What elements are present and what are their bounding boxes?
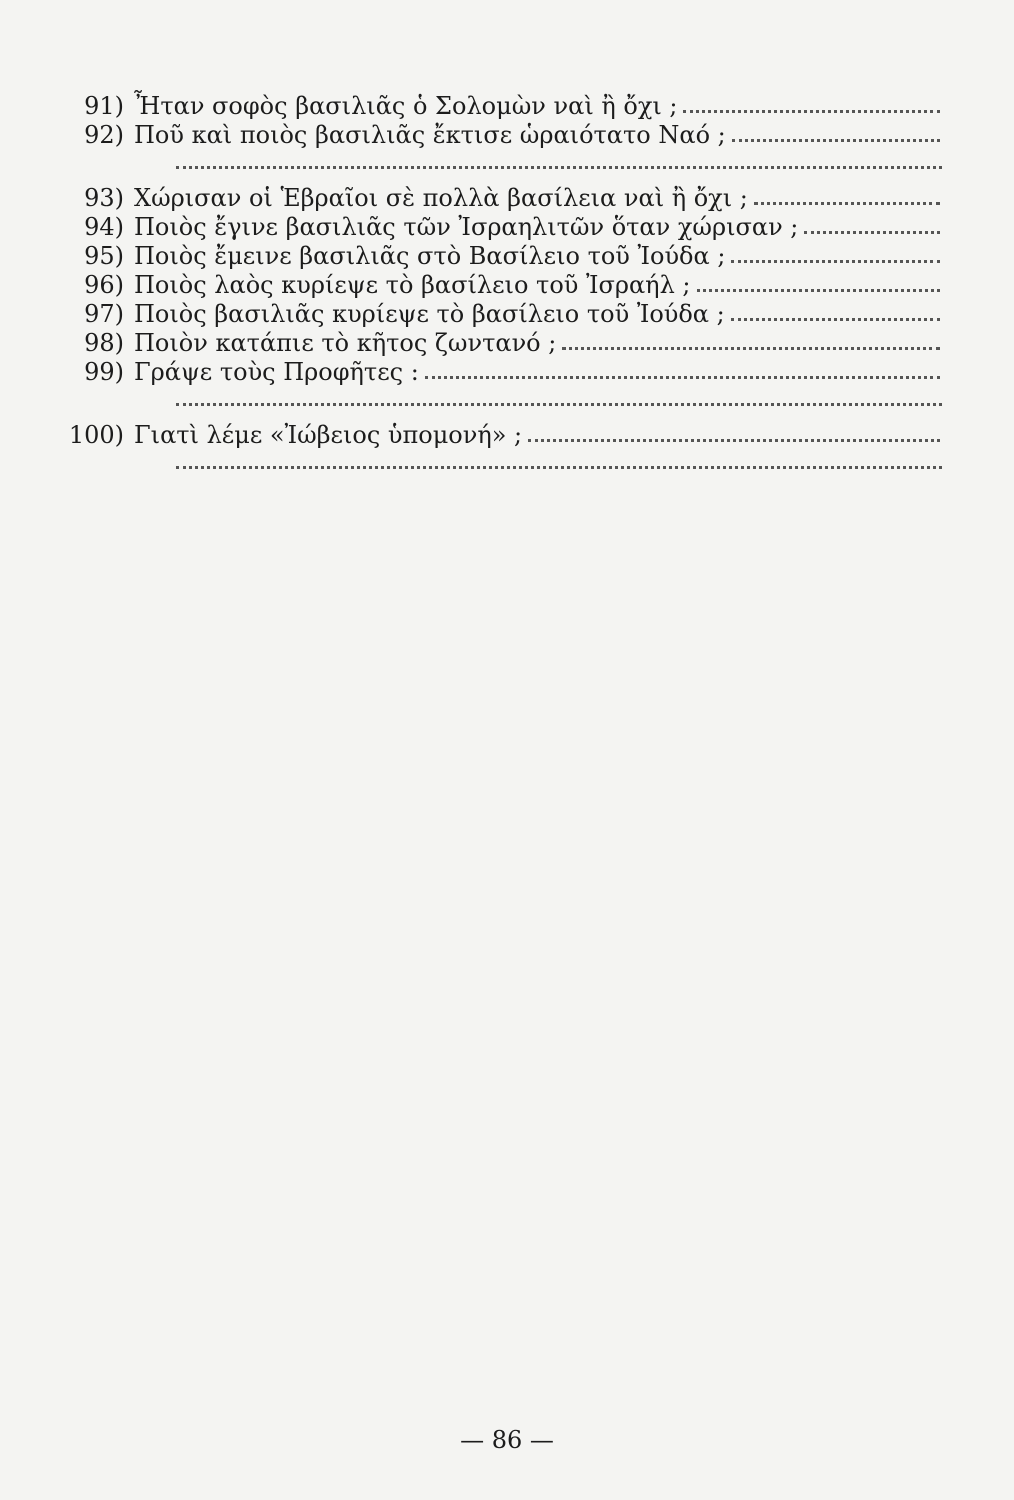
answer-dots	[804, 231, 940, 234]
question-text: Ποιὸν κατάπιε τὸ κῆτος ζωντανό ;	[134, 329, 557, 357]
question-text: Ποιὸς ἔγινε βασιλιᾶς τῶν Ἰσραηλιτῶν ὅταν χώρισαν ;	[134, 213, 799, 241]
question-row	[40, 184, 940, 213]
question-row	[40, 121, 940, 150]
question-row	[40, 271, 940, 300]
answer-line	[40, 387, 940, 421]
answer-line	[40, 150, 940, 184]
question-row	[40, 92, 940, 121]
question-number: 91)	[84, 92, 124, 120]
question-number: 92)	[84, 121, 124, 149]
question-row	[40, 242, 940, 271]
answer-dots	[754, 202, 940, 205]
answer-dots	[731, 260, 940, 263]
answer-dots	[176, 403, 942, 406]
page-number: — 86 —	[460, 1426, 554, 1454]
question-text: Ἦταν σοφὸς βασιλιᾶς ὁ Σολομὼν ναὶ ἢ ὄχι ;	[134, 92, 678, 120]
question-number: 100)	[68, 421, 124, 449]
answer-dots	[697, 289, 941, 292]
question-number: 98)	[84, 329, 124, 357]
question-text: Ποῦ καὶ ποιὸς βασιλιᾶς ἔκτισε ὡραιότατο Ναό ;	[134, 121, 726, 149]
answer-dots	[425, 376, 940, 379]
question-text: Γράψε τοὺς Προφῆτες :	[134, 358, 419, 386]
question-row	[40, 213, 940, 242]
question-number: 94)	[84, 213, 124, 241]
answer-dots	[562, 347, 940, 350]
question-list	[40, 92, 940, 484]
question-text: Γιατὶ λέμε «Ἰώβειος ὑπομονή» ;	[134, 421, 523, 449]
answer-dots	[732, 139, 940, 142]
question-number: 93)	[84, 184, 124, 212]
question-text: Ποιὸς ἔμεινε βασιλιᾶς στὸ Βασίλειο τοῦ Ἰούδα ;	[134, 242, 726, 270]
question-text: Ποιὸς λαὸς κυρίεψε τὸ βασίλειο τοῦ Ἰσραήλ ;	[134, 271, 691, 299]
question-number: 97)	[84, 300, 124, 328]
answer-dots	[176, 466, 942, 469]
question-number: 96)	[84, 271, 124, 299]
question-text: Ποιὸς βασιλιᾶς κυρίεψε τὸ βασίλειο τοῦ Ἰούδα ;	[134, 300, 725, 328]
answer-dots	[528, 439, 940, 442]
answer-dots	[683, 110, 940, 113]
answer-line	[40, 450, 940, 484]
question-row	[40, 358, 940, 387]
question-number: 95)	[84, 242, 124, 270]
question-row	[40, 421, 940, 450]
question-row	[40, 329, 940, 358]
answer-dots	[731, 318, 940, 321]
question-text: Χώρισαν οἱ Ἑβραῖοι σὲ πολλὰ βασίλεια ναὶ ἢ ὄχι ;	[134, 184, 748, 212]
answer-dots	[176, 166, 942, 169]
question-row	[40, 300, 940, 329]
question-number: 99)	[84, 358, 124, 386]
